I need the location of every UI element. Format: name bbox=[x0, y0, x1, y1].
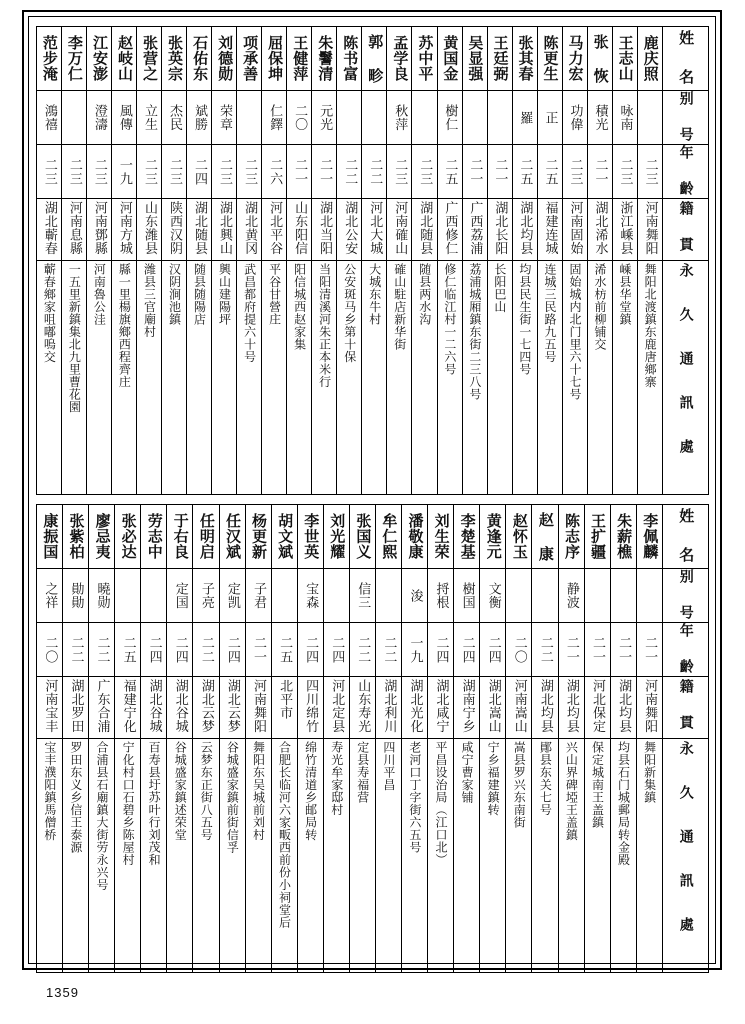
cell-addr: 汉阴涧池鎮 bbox=[162, 261, 187, 495]
cell-addr: 咸宁曹家铺 bbox=[454, 739, 480, 973]
cell-alias: 荣章 bbox=[212, 91, 237, 145]
cell-native: 福建宁化 bbox=[115, 677, 141, 739]
cell-alias: 杰民 bbox=[162, 91, 187, 145]
cell-native: 河南嵩山 bbox=[506, 677, 532, 739]
cell-name: 王廷弼 bbox=[487, 27, 512, 91]
cell-addr: 谷城盛家鎮述荣堂 bbox=[167, 739, 193, 973]
cell-age: 二四 bbox=[187, 145, 212, 199]
cell-name: 王志山 bbox=[612, 27, 637, 91]
cell-name: 李世英 bbox=[297, 505, 323, 569]
cell-name: 杨更新 bbox=[245, 505, 271, 569]
cell-native: 湖北云梦 bbox=[219, 677, 245, 739]
row-header-addr: 永 久 通 訊 處 bbox=[662, 739, 708, 973]
row-header-age: 年 齡 bbox=[662, 623, 708, 677]
cell-alias: 秋萍 bbox=[387, 91, 412, 145]
cell-addr: 当阳清溪河朱正本米行 bbox=[312, 261, 337, 495]
cell-alias: 子亮 bbox=[193, 569, 219, 623]
cell-alias bbox=[376, 569, 402, 623]
cell-native: 湖北浠水 bbox=[587, 199, 612, 261]
cell-alias: 捋根 bbox=[428, 569, 454, 623]
cell-age: 二三 bbox=[62, 145, 87, 199]
cell-native: 河北保定 bbox=[584, 677, 610, 739]
cell-native: 陕西汉阴 bbox=[162, 199, 187, 261]
cell-native: 湖南宁乡 bbox=[454, 677, 480, 739]
cell-age: 二四 bbox=[141, 623, 167, 677]
cell-name: 任明启 bbox=[193, 505, 219, 569]
cell-addr: 兴山界碑埡王盖鎮 bbox=[558, 739, 584, 973]
cell-addr: 均县民生街一七四号 bbox=[512, 261, 537, 495]
cell-alias: 咏南 bbox=[612, 91, 637, 145]
cell-age: 二三 bbox=[162, 145, 187, 199]
cell-addr: 荔浦城厢鎮东街二三八号 bbox=[462, 261, 487, 495]
cell-name: 李楚基 bbox=[454, 505, 480, 569]
cell-alias bbox=[462, 91, 487, 145]
cell-age: 二一 bbox=[584, 623, 610, 677]
cell-native: 湖北利川 bbox=[376, 677, 402, 739]
cell-name: 陈更生 bbox=[537, 27, 562, 91]
cell-native: 河南方城 bbox=[112, 199, 137, 261]
cell-addr: 宝丰濮阳鎮馬僧桥 bbox=[37, 739, 63, 973]
cell-name: 苏中平 bbox=[412, 27, 437, 91]
cell-addr: 舞阳新集鎮 bbox=[636, 739, 662, 973]
row-name bbox=[37, 505, 709, 569]
cell-native: 河北大城 bbox=[362, 199, 387, 261]
cell-name: 项承善 bbox=[237, 27, 262, 91]
cell-name: 廖忌夷 bbox=[89, 505, 115, 569]
cell-name: 康振国 bbox=[37, 505, 63, 569]
cell-native: 湖北随县 bbox=[187, 199, 212, 261]
cell-native: 湖北云梦 bbox=[193, 677, 219, 739]
cell-age: 二五 bbox=[115, 623, 141, 677]
row-age bbox=[37, 623, 709, 677]
cell-alias: 正 bbox=[537, 91, 562, 145]
cell-alias bbox=[532, 569, 558, 623]
cell-name: 朱鬐清 bbox=[312, 27, 337, 91]
cell-name: 张必达 bbox=[115, 505, 141, 569]
cell-addr: 舞阳东吴城前刘村 bbox=[245, 739, 271, 973]
cell-alias: 定凯 bbox=[219, 569, 245, 623]
cell-age: 二三 bbox=[562, 145, 587, 199]
cell-addr: 长阳巴山 bbox=[487, 261, 512, 495]
cell-name: 张营之 bbox=[137, 27, 162, 91]
cell-name: 陈书富 bbox=[337, 27, 362, 91]
cell-age: 二三 bbox=[87, 145, 112, 199]
cell-name: 李万仁 bbox=[62, 27, 87, 91]
row-address bbox=[37, 739, 709, 973]
cell-age: 二三 bbox=[637, 145, 662, 199]
cell-name: 潘敬康 bbox=[402, 505, 428, 569]
cell-native: 河南舞阳 bbox=[637, 199, 662, 261]
row-header-native: 籍 貫 bbox=[662, 199, 708, 261]
cell-age: 二二 bbox=[193, 623, 219, 677]
cell-native: 广西荔浦 bbox=[462, 199, 487, 261]
cell-age: 二一 bbox=[587, 145, 612, 199]
row-header-alias: 别 号 bbox=[662, 569, 708, 623]
cell-name: 刘德勋 bbox=[212, 27, 237, 91]
cell-name: 马力宏 bbox=[562, 27, 587, 91]
row-header-native: 籍 貫 bbox=[662, 677, 708, 739]
cell-native: 北平市 bbox=[271, 677, 297, 739]
cell-native: 广东合浦 bbox=[89, 677, 115, 739]
cell-name: 王健萍 bbox=[287, 27, 312, 91]
row-header-addr: 永 久 通 訊 處 bbox=[662, 261, 708, 495]
cell-addr: 平昌设治局（江口北） bbox=[428, 739, 454, 973]
cell-name: 刘生荣 bbox=[428, 505, 454, 569]
cell-age: 二五 bbox=[512, 145, 537, 199]
cell-name: 石佑东 bbox=[187, 27, 212, 91]
cell-native: 河北定县 bbox=[323, 677, 349, 739]
cell-name: 牟仁熙 bbox=[376, 505, 402, 569]
row-native-place bbox=[37, 677, 709, 739]
cell-alias bbox=[62, 91, 87, 145]
cell-native: 河南確山 bbox=[387, 199, 412, 261]
cell-native: 湖北谷城 bbox=[141, 677, 167, 739]
cell-name: 胡文斌 bbox=[271, 505, 297, 569]
cell-age: 二五 bbox=[437, 145, 462, 199]
cell-age: 二四 bbox=[219, 623, 245, 677]
cell-age: 二一 bbox=[312, 145, 337, 199]
cell-native: 河南息縣 bbox=[62, 199, 87, 261]
cell-alias: 鴻禧 bbox=[37, 91, 62, 145]
row-age bbox=[37, 145, 709, 199]
cell-name: 赵怀玉 bbox=[506, 505, 532, 569]
cell-native: 河南鄧縣 bbox=[87, 199, 112, 261]
cell-addr: 四川平昌 bbox=[376, 739, 402, 973]
cell-addr: 舞阳北渡鎮东鹿唐鄉寨 bbox=[637, 261, 662, 495]
cell-native: 广西修仁 bbox=[437, 199, 462, 261]
cell-addr: 绵竹清道乡邮局转 bbox=[297, 739, 323, 973]
cell-alias bbox=[115, 569, 141, 623]
cell-age: 二二 bbox=[532, 623, 558, 677]
cell-native: 湖北嵩山 bbox=[480, 677, 506, 739]
cell-age: 二三 bbox=[37, 145, 62, 199]
cell-alias bbox=[362, 91, 387, 145]
cell-name: 范步淹 bbox=[37, 27, 62, 91]
cell-name: 刘光耀 bbox=[323, 505, 349, 569]
cell-age: 二一 bbox=[287, 145, 312, 199]
cell-age: 二三 bbox=[387, 145, 412, 199]
cell-alias: 信三 bbox=[349, 569, 375, 623]
cell-alias bbox=[637, 91, 662, 145]
cell-alias: 斌勝 bbox=[187, 91, 212, 145]
cell-name: 张英宗 bbox=[162, 27, 187, 91]
cell-native: 四川绵竹 bbox=[297, 677, 323, 739]
cell-native: 山东潍县 bbox=[137, 199, 162, 261]
cell-addr: 潍县三官廟村 bbox=[137, 261, 162, 495]
cell-age: 一九 bbox=[402, 623, 428, 677]
cell-age: 二四 bbox=[480, 623, 506, 677]
cell-name: 鹿庆照 bbox=[637, 27, 662, 91]
cell-addr: 縣一里楊旗鄉西程齊庄 bbox=[112, 261, 137, 495]
page-number: 1359 bbox=[46, 985, 79, 1000]
cell-addr: 蘄春鄉家咀嘟嗚交 bbox=[37, 261, 62, 495]
cell-addr: 云梦东正街八五号 bbox=[193, 739, 219, 973]
cell-addr: 一五里新鎮集北九里曹花園 bbox=[62, 261, 87, 495]
cell-age: 二一 bbox=[558, 623, 584, 677]
cell-name: 孟学良 bbox=[387, 27, 412, 91]
cell-alias bbox=[584, 569, 610, 623]
cell-addr: 随县随陽店 bbox=[187, 261, 212, 495]
cell-addr: 嵊县华堂鎮 bbox=[612, 261, 637, 495]
cell-native: 湖北興山 bbox=[212, 199, 237, 261]
cell-alias: 積光 bbox=[587, 91, 612, 145]
cell-name: 任汉斌 bbox=[219, 505, 245, 569]
row-native-place bbox=[37, 199, 709, 261]
cell-alias: 浚 bbox=[402, 569, 428, 623]
cell-native: 湖北当阳 bbox=[312, 199, 337, 261]
cell-addr: 均县石门城郵局转金殿 bbox=[610, 739, 636, 973]
cell-alias: 定国 bbox=[167, 569, 193, 623]
cell-age: 二四 bbox=[323, 623, 349, 677]
cell-addr: 罗田东义乡信王泰源 bbox=[63, 739, 89, 973]
cell-native: 湖北公安 bbox=[337, 199, 362, 261]
cell-age: 二三 bbox=[237, 145, 262, 199]
cell-name: 于右良 bbox=[167, 505, 193, 569]
cell-name: 王扩疆 bbox=[584, 505, 610, 569]
cell-addr: 固始城内北门里六十七号 bbox=[562, 261, 587, 495]
cell-name: 朱薪樵 bbox=[610, 505, 636, 569]
cell-native: 湖北均县 bbox=[512, 199, 537, 261]
cell-name: 赵 康 bbox=[532, 505, 558, 569]
cell-alias bbox=[610, 569, 636, 623]
cell-addr: 確山駐店新华街 bbox=[387, 261, 412, 495]
cell-native: 河北平谷 bbox=[262, 199, 287, 261]
row-address bbox=[37, 261, 709, 495]
cell-alias: 羅 bbox=[512, 91, 537, 145]
cell-native: 湖北均县 bbox=[610, 677, 636, 739]
cell-age: 二五 bbox=[271, 623, 297, 677]
cell-alias bbox=[506, 569, 532, 623]
cell-native: 福建连城 bbox=[537, 199, 562, 261]
cell-age: 二二 bbox=[89, 623, 115, 677]
cell-alias: 澄濤 bbox=[87, 91, 112, 145]
cell-age: 二一 bbox=[487, 145, 512, 199]
cell-age: 二三 bbox=[612, 145, 637, 199]
row-name bbox=[37, 27, 709, 91]
cell-native: 山东阳信 bbox=[287, 199, 312, 261]
cell-alias: 子君 bbox=[245, 569, 271, 623]
cell-native: 湖北随县 bbox=[412, 199, 437, 261]
cell-addr: 百寿县圩苏叶行刘茂和 bbox=[141, 739, 167, 973]
cell-name: 张国义 bbox=[349, 505, 375, 569]
cell-native: 河南舞阳 bbox=[636, 677, 662, 739]
cell-addr: 老河口丁字街六五号 bbox=[402, 739, 428, 973]
cell-alias bbox=[412, 91, 437, 145]
cell-addr: 随县两水沟 bbox=[412, 261, 437, 495]
cell-addr: 合浦县石廟鎮大街劳永兴号 bbox=[89, 739, 115, 973]
cell-age: 一九 bbox=[112, 145, 137, 199]
cell-native: 浙江嵊县 bbox=[612, 199, 637, 261]
cell-age: 二六 bbox=[262, 145, 287, 199]
row-header-age: 年 齡 bbox=[662, 145, 708, 199]
cell-age: 二三 bbox=[212, 145, 237, 199]
cell-age: 二三 bbox=[412, 145, 437, 199]
cell-name: 劳志中 bbox=[141, 505, 167, 569]
cell-age: 二二 bbox=[349, 623, 375, 677]
cell-age: 二四 bbox=[428, 623, 454, 677]
cell-addr: 浠水枋前柳铺交 bbox=[587, 261, 612, 495]
cell-native: 湖北咸宁 bbox=[428, 677, 454, 739]
cell-alias: 之祥 bbox=[37, 569, 63, 623]
cell-native: 河南宝丰 bbox=[37, 677, 63, 739]
cell-addr: 興山建陽坪 bbox=[212, 261, 237, 495]
cell-name: 江安澎 bbox=[87, 27, 112, 91]
roster-table-bottom bbox=[36, 504, 708, 948]
cell-age: 二三 bbox=[137, 145, 162, 199]
cell-addr: 合肥长临河六家畈西前份小祠堂后 bbox=[271, 739, 297, 973]
row-header-name: 姓 名 bbox=[662, 27, 708, 91]
cell-native: 湖北长阳 bbox=[487, 199, 512, 261]
cell-native: 湖北罗田 bbox=[63, 677, 89, 739]
cell-alias bbox=[237, 91, 262, 145]
cell-name: 吴显强 bbox=[462, 27, 487, 91]
cell-addr: 宁乡福建鎮转 bbox=[480, 739, 506, 973]
cell-addr: 谷城盛家鎮前街信孚 bbox=[219, 739, 245, 973]
cell-alias: 文衡 bbox=[480, 569, 506, 623]
cell-alias bbox=[487, 91, 512, 145]
cell-alias bbox=[337, 91, 362, 145]
cell-addr: 寿光牟家邸村 bbox=[323, 739, 349, 973]
cell-alias: 曉勋 bbox=[89, 569, 115, 623]
cell-alias: 風傳 bbox=[112, 91, 137, 145]
cell-age: 二二 bbox=[63, 623, 89, 677]
cell-addr: 宁化村口石碧乡陈屋村 bbox=[115, 739, 141, 973]
cell-age: 二五 bbox=[537, 145, 562, 199]
cell-addr: 公安斑马乡第十保 bbox=[337, 261, 362, 495]
cell-addr: 嵩县罗兴东南街 bbox=[506, 739, 532, 973]
cell-name: 张紫柏 bbox=[63, 505, 89, 569]
cell-alias: 二〇 bbox=[287, 91, 312, 145]
cell-alias: 功偉 bbox=[562, 91, 587, 145]
cell-addr: 修仁临江村一二六号 bbox=[437, 261, 462, 495]
cell-alias: 樹国 bbox=[454, 569, 480, 623]
cell-native: 河南舞阳 bbox=[245, 677, 271, 739]
cell-alias: 立生 bbox=[137, 91, 162, 145]
cell-age: 二一 bbox=[245, 623, 271, 677]
cell-alias bbox=[636, 569, 662, 623]
row-header-name: 姓 名 bbox=[662, 505, 708, 569]
cell-alias: 仁鐸 bbox=[262, 91, 287, 145]
row-alias bbox=[37, 569, 709, 623]
cell-addr: 河南魯公洼 bbox=[87, 261, 112, 495]
cell-alias bbox=[141, 569, 167, 623]
cell-age: 二四 bbox=[454, 623, 480, 677]
cell-alias bbox=[271, 569, 297, 623]
cell-alias bbox=[323, 569, 349, 623]
row-alias bbox=[37, 91, 709, 145]
cell-age: 二四 bbox=[297, 623, 323, 677]
cell-alias: 静波 bbox=[558, 569, 584, 623]
cell-addr: 鄖县东关七号 bbox=[532, 739, 558, 973]
cell-name: 黄逢元 bbox=[480, 505, 506, 569]
cell-native: 湖北均县 bbox=[532, 677, 558, 739]
cell-age: 二一 bbox=[610, 623, 636, 677]
cell-addr: 保定城南王盖鎮 bbox=[584, 739, 610, 973]
cell-alias: 勛勛 bbox=[63, 569, 89, 623]
cell-native: 湖北黄冈 bbox=[237, 199, 262, 261]
cell-name: 屈保坤 bbox=[262, 27, 287, 91]
cell-addr: 平谷甘營庄 bbox=[262, 261, 287, 495]
cell-age: 二二 bbox=[376, 623, 402, 677]
cell-addr: 大城东牛村 bbox=[362, 261, 387, 495]
cell-native: 湖北均县 bbox=[558, 677, 584, 739]
cell-native: 山东寿光 bbox=[349, 677, 375, 739]
cell-addr: 定县寿福营 bbox=[349, 739, 375, 973]
cell-alias: 宝森 bbox=[297, 569, 323, 623]
cell-alias: 元光 bbox=[312, 91, 337, 145]
cell-age: 二四 bbox=[167, 623, 193, 677]
cell-native: 湖北光化 bbox=[402, 677, 428, 739]
cell-name: 李佩麟 bbox=[636, 505, 662, 569]
cell-name: 赵岐山 bbox=[112, 27, 137, 91]
roster-table-top bbox=[36, 26, 708, 470]
cell-native: 河南固始 bbox=[562, 199, 587, 261]
cell-age: 二一 bbox=[636, 623, 662, 677]
cell-native: 湖北蘄春 bbox=[37, 199, 62, 261]
cell-name: 张 恢 bbox=[587, 27, 612, 91]
cell-age: 二一 bbox=[462, 145, 487, 199]
cell-addr: 阳信城西赵家集 bbox=[287, 261, 312, 495]
cell-name: 陈志序 bbox=[558, 505, 584, 569]
cell-age: 二二 bbox=[362, 145, 387, 199]
cell-addr: 连城三民路九五号 bbox=[537, 261, 562, 495]
cell-name: 郭 畛 bbox=[362, 27, 387, 91]
row-header-alias: 别 号 bbox=[662, 91, 708, 145]
cell-age: 二〇 bbox=[506, 623, 532, 677]
cell-native: 湖北谷城 bbox=[167, 677, 193, 739]
cell-name: 黄国金 bbox=[437, 27, 462, 91]
cell-alias: 樹仁 bbox=[437, 91, 462, 145]
cell-name: 张其春 bbox=[512, 27, 537, 91]
cell-addr: 武昌都府提六十号 bbox=[237, 261, 262, 495]
cell-age: 二〇 bbox=[37, 623, 63, 677]
cell-age: 二二 bbox=[337, 145, 362, 199]
